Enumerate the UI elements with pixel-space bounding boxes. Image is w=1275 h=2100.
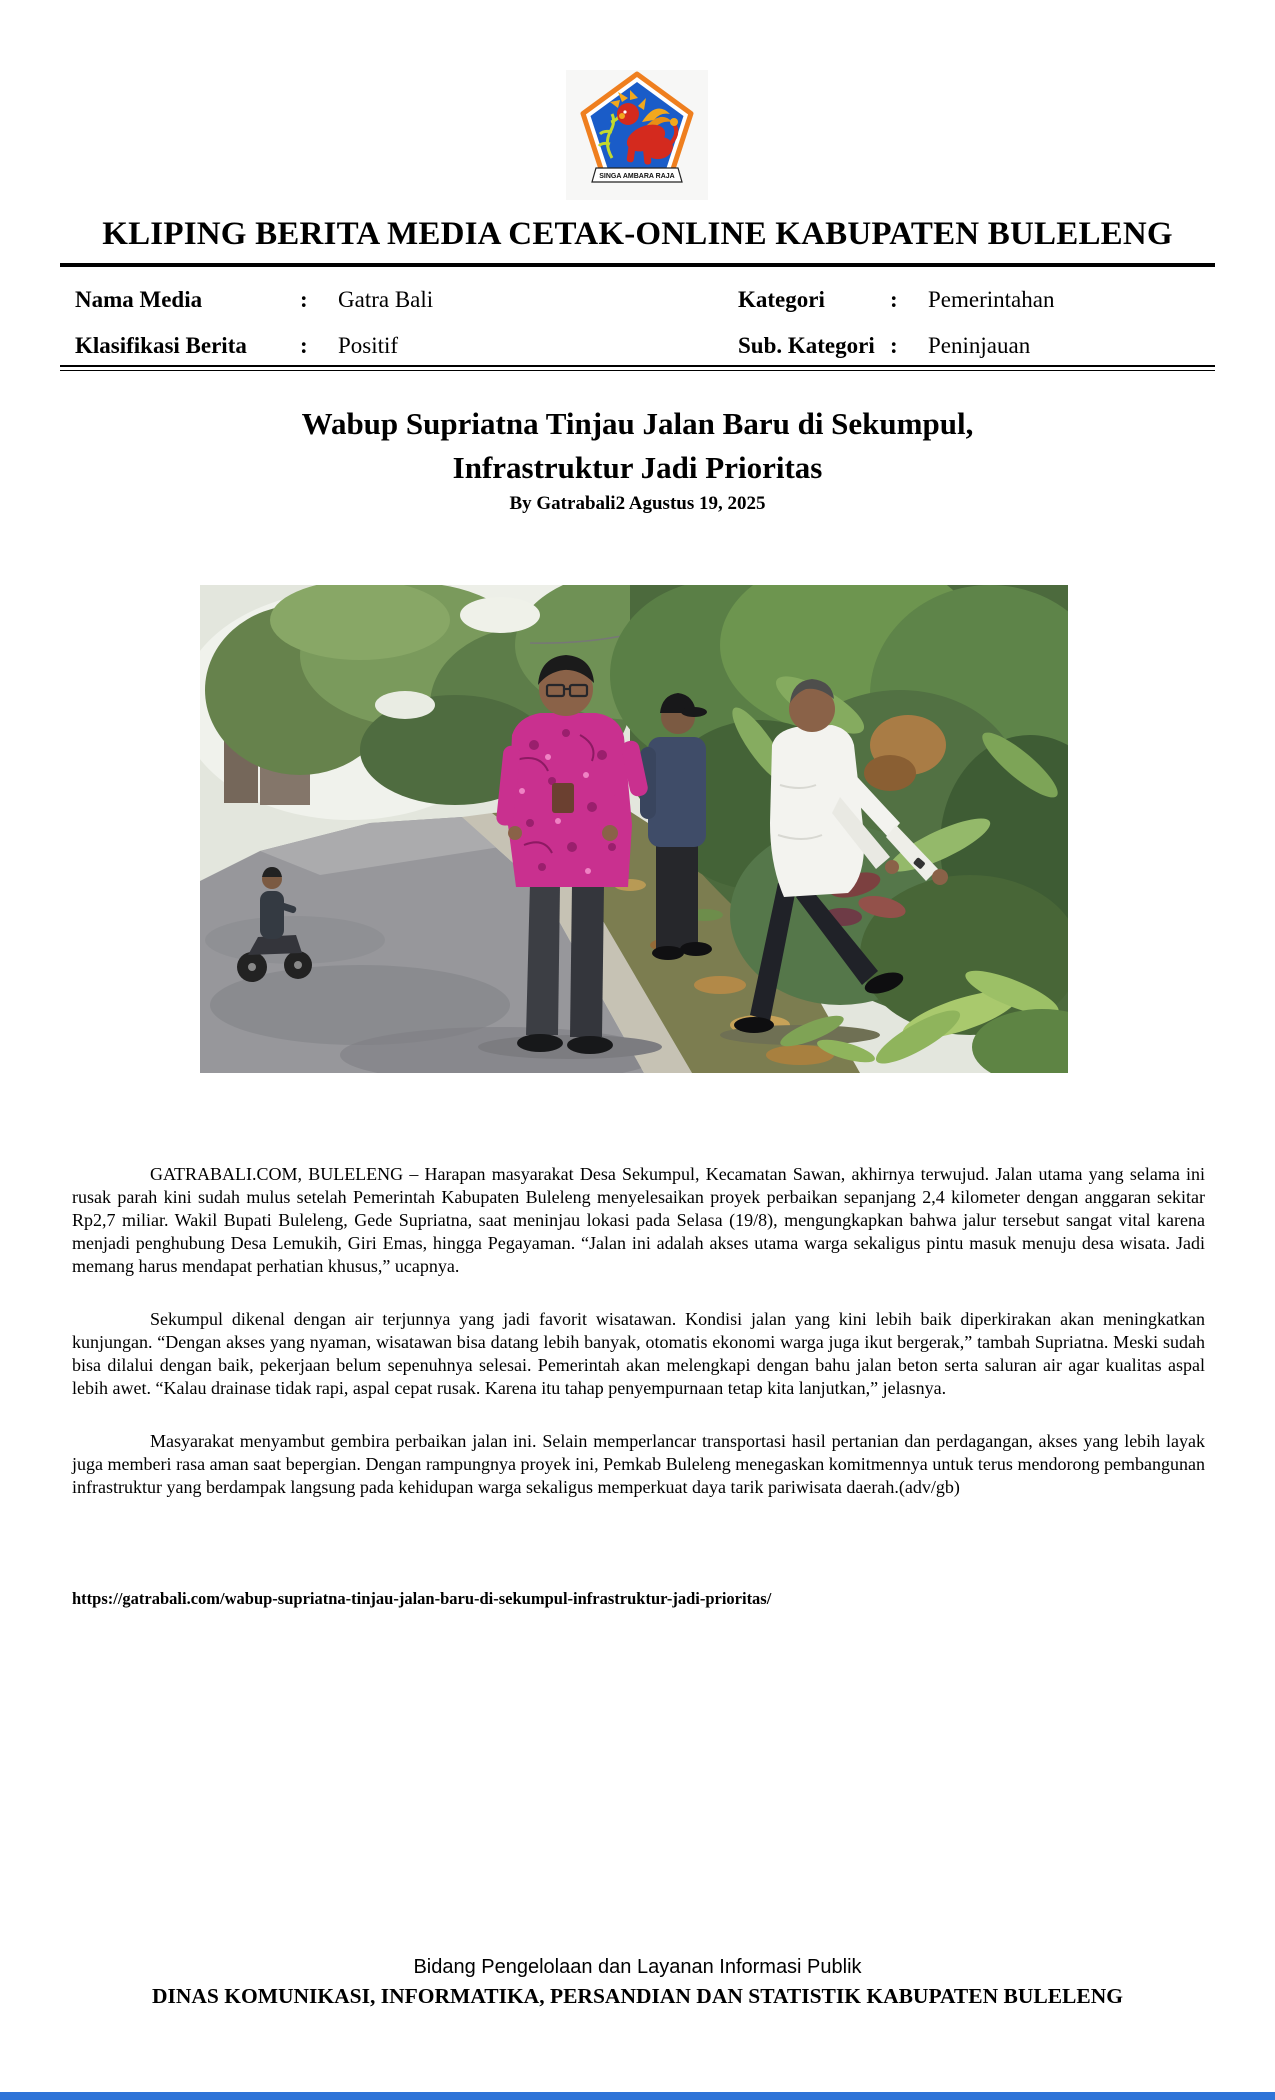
klasifikasi-value: Positif <box>338 333 399 358</box>
kategori-colon: : <box>890 287 898 312</box>
article-body <box>72 1163 1205 1529</box>
footer-agency-line: DINAS KOMUNIKASI, INFORMATIKA, PERSANDIAN DAN STATISTIK KABUPATEN BULELENG <box>151 1984 1123 2008</box>
klasifikasi-label: Klasifikasi Berita <box>75 333 247 358</box>
article-photo <box>200 585 1068 1073</box>
sub-kategori-label: Sub. Kategori <box>738 333 875 358</box>
article-title-line2: Infrastruktur Jadi Prioritas <box>452 450 823 485</box>
nama-media-label: Nama Media <box>75 287 203 312</box>
nama-media-colon: : <box>300 287 308 312</box>
article-byline: By Gatrabali2 Agustus 19, 2025 <box>509 493 766 514</box>
article-paragraph-2: Sekumpul dikenal dengan air terjunnya yang jadi favorit wisatawan. Kondisi jalan yang kini lebih baik diperkirakan akan meningkatkan kunjungan. “Dengan akses yang nyaman, wisatawan bisa datang lebih banyak, otomatis ekonomi warga juga ikut bergerak,” tambah Supriatna. Meski sudah bisa dilalui dengan baik, pekerjaan belum sepenuhnya selesai. Pemerintah akan melengkapi dengan bahu jalan beton serta saluran air agar kualitas aspal lebih awet. “Kalau drainase tidak rapi, aspal cepat rusak. Karena itu tahap penyempurnaan tetap kita lanjutkan,” jelasnya. <box>72 1309 1205 1398</box>
sub-kategori-value: Peninjauan <box>928 333 1031 358</box>
seal-banner-text: SINGA AMBARA RAJA <box>599 173 675 180</box>
article-source-url[interactable]: https://gatrabali.com/wabup-supriatna-tinjau-jalan-baru-di-sekumpul-infrastruktur-jadi-prioritas/ <box>72 1589 772 1608</box>
buleleng-regency-seal <box>566 70 708 200</box>
sub-kategori-colon: : <box>890 333 898 358</box>
bottom-blue-bar <box>0 2092 1275 2100</box>
seal-graphic <box>566 70 708 200</box>
seal-banner <box>592 168 682 182</box>
kategori-value: Pemerintahan <box>928 287 1055 312</box>
footer-division-line: Bidang Pengelolaan dan Layanan Informasi Publik <box>413 1956 862 1978</box>
document-header-title: KLIPING BERITA MEDIA CETAK-ONLINE KABUPATEN BULELENG <box>102 216 1173 252</box>
article-paragraph-1: GATRABALI.COM, BULELENG – Harapan masyarakat Desa Sekumpul, Kecamatan Sawan, akhirnya terwujud. Jalan utama yang selama ini rusak parah kini sudah mulus setelah Pemerintah Kabupaten Buleleng menyelesaikan proyek perbaikan sepanjang 2,4 kilometer dengan anggaran sekitar Rp2,7 miliar. Wakil Bupati Buleleng, Gede Supriatna, saat meninjau lokasi pada Selasa (19/8), mengungkapkan bahwa jalur tersebut sangat vital karena menjadi penghubung Desa Lemukih, Giri Emas, hingga Pegayaman. “Jalan ini adalah akses utama warga sekaligus pintu masuk menuju desa wisata. Jadi memang harus mendapat perhatian khusus,” ucapnya. <box>72 1164 1205 1276</box>
photo-illustration <box>200 585 1068 1073</box>
article-paragraph-3: Masyarakat menyambut gembira perbaikan jalan ini. Selain memperlancar transportasi hasil pertanian dan perdagangan, akses yang lebih layak juga memberi rasa aman saat bepergian. Dengan rampungnya proyek ini, Pemkab Buleleng menegaskan komitmennya untuk terus mendorong pembangunan infrastruktur yang berdampak langsung pada kehidupan warga sekaligus memperkuat daya tarik pariwisata daerah.(adv/gb) <box>72 1431 1205 1497</box>
metadata-bottom-rule <box>60 365 1215 371</box>
nama-media-value: Gatra Bali <box>338 287 434 312</box>
kategori-label: Kategori <box>738 287 825 312</box>
metadata-table <box>75 277 1215 369</box>
klasifikasi-colon: : <box>300 333 308 358</box>
article-title-line1: Wabup Supriatna Tinjau Jalan Baru di Sekumpul, <box>301 406 974 441</box>
header-rule <box>60 263 1215 267</box>
